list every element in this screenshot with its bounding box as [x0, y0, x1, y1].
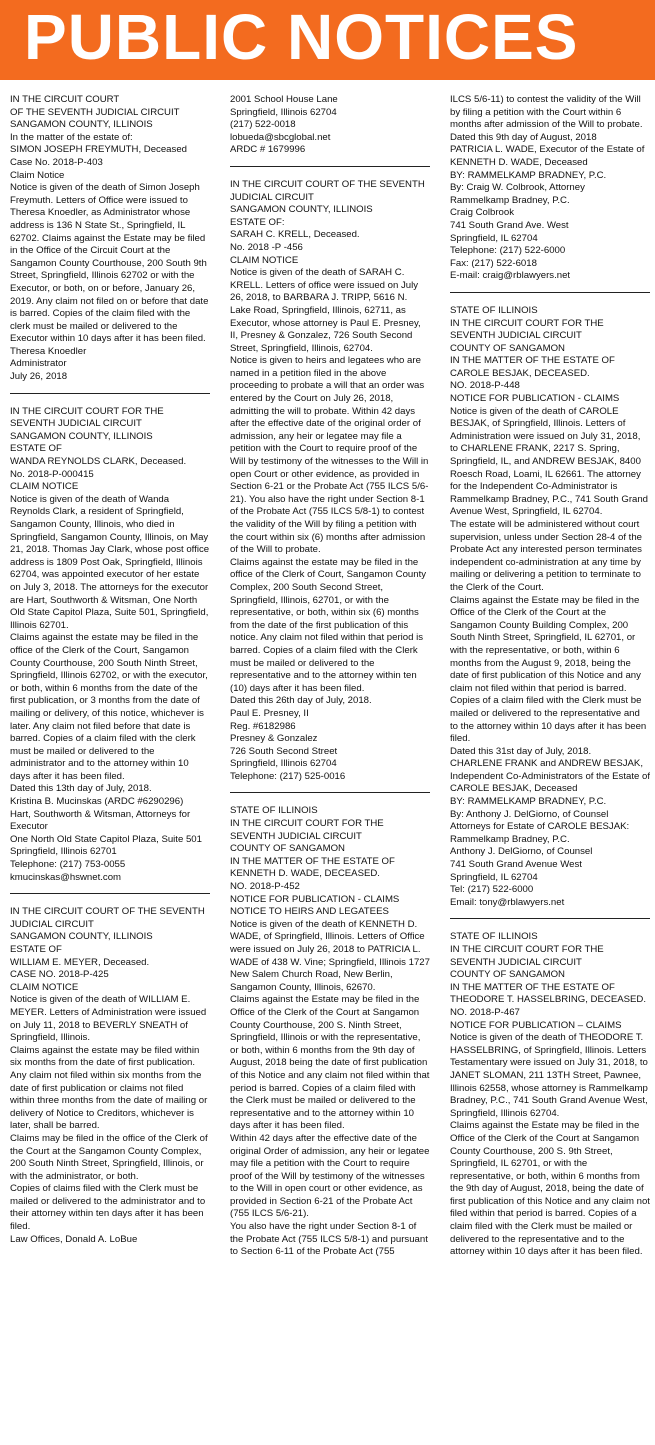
notice-line: kmucinskas@hswnet.com — [10, 871, 122, 883]
notice-line: Email: tony@rblawyers.net — [450, 896, 565, 908]
notice-line: IN THE CIRCUIT COURT FOR THE SEVENTH JUDICIAL CIRCUIT — [10, 405, 164, 430]
notice-line: Within 42 days after the effective date of the original Order of admission, any heir or legatee may file a petition with the Court to require proof of the Will by testimony of the witnesses to the Will in open court or other evidence, as provided in Section 6-21 of the Probate Act (755 ILCS 5/6-21). — [230, 1132, 430, 1220]
notice-divider — [10, 893, 210, 894]
notice-line: Administrator — [10, 358, 67, 370]
notice-line: Paul E. Presney, II — [230, 707, 309, 719]
notice-line: Law Offices, Donald A. LoBue — [10, 1233, 138, 1245]
notice-line: PATRICIA L. WADE, Executor of the Estate of KENNETH D. WADE, Deceased — [450, 144, 645, 168]
notice-line: Telephone: (217) 522-6000 — [450, 245, 566, 257]
notice-line: BY: RAMMELKAMP BRADNEY, P.C. — [450, 169, 607, 181]
notice-line: Springfield, Illinois 62701 — [10, 846, 117, 858]
notice-line: One North Old State Capitol Plaza, Suite 501 — [10, 833, 202, 845]
notice-line: ESTATE OF — [10, 944, 62, 955]
notice-line: NO. 2018-P-467 — [450, 1006, 520, 1018]
notice-line: Notice is given of the death of KENNETH D. WADE, of Springfield, Illinois. Letters of Office were issued on July 26, 2018 to PATRICIA L. WADE of 438 W. Vine; Springfield, Illinois 1727 New Salem Church Road, New Berlin, Sangamon County, Illinois, 62670. — [230, 918, 430, 993]
notice-line: IN THE CIRCUIT COURT — [10, 94, 120, 105]
notice-line: E-mail: craig@rblawyers.net — [450, 270, 571, 282]
notice-line: OF THE SEVENTH JUDICIAL CIRCUIT — [10, 106, 180, 118]
notice-line: Springfield, IL 62704 — [450, 871, 538, 883]
notice-line: IN THE CIRCUIT COURT FOR THE SEVENTH JUDICIAL CIRCUIT — [450, 944, 604, 968]
notice-line: July 26, 2018 — [10, 371, 68, 383]
notice-line: Springfield, Illinois 62704 — [230, 106, 337, 118]
notice-line: Fax: (217) 522-6018 — [450, 257, 537, 269]
notice-line: COUNTY OF SANGAMON — [230, 843, 345, 855]
notice-line: Claims against the Estate may be filed in the Office of the Clerk of the Court at the Sangamon County Building Complex, 200 South Ninth Street, Springfield, IL 62701, or with the representative, or both, within 6 months from the August 9, 2018, being the date of first publication of this Notice and any claim not filed within that period is barred. — [450, 594, 641, 694]
notice-line: Tel: (217) 522-6000 — [450, 884, 534, 896]
notice-divider — [450, 918, 650, 919]
notice-line: Dated this 31st day of July, 2018. — [450, 745, 592, 757]
notice-line: 2001 School House Lane — [230, 94, 338, 105]
notice-line: Claims against the estate may be filed within six months from the date of first publication. Any claim not filed within six months from the date of first publication or claims not filed within three months from the date of mailing or delivery of Notice to Creditors, whichever is later, shall be barred. — [10, 1044, 208, 1132]
notice-block — [230, 805, 430, 1258]
notice-divider — [10, 393, 210, 394]
notice-line: The estate will be administered without court supervision, unless under Section 28-4 of the Probate Act any interested person terminates independent co-administration at any time by mailing or delivering a petition to terminate to the Clerk of the Court. — [450, 519, 642, 593]
notice-line: No. 2018 -P -456 — [230, 241, 303, 253]
notice-block — [230, 94, 430, 157]
notice-line: Presney & Gonzalez — [230, 733, 318, 745]
notice-line: CLAIM NOTICE — [230, 254, 299, 266]
notice-line: NOTICE FOR PUBLICATION - CLAIMS — [450, 393, 620, 405]
notice-line: Claim Notice — [10, 169, 65, 181]
notice-line: STATE OF ILLINOIS — [450, 931, 538, 943]
notice-line: ARDC # 1679996 — [230, 144, 306, 156]
notice-line: WILLIAM E. MEYER, Deceased. — [10, 956, 150, 968]
notice-line: ESTATE OF: — [230, 216, 285, 228]
notice-line: IN THE CIRCUIT COURT OF THE SEVENTH JUDICIAL CIRCUIT — [230, 178, 425, 203]
page-title: PUBLIC NOTICES — [24, 1, 579, 73]
notice-line: NOTICE FOR PUBLICATION – CLAIMS — [450, 1019, 622, 1031]
notice-line: lobueda@sbcglobal.net — [230, 131, 331, 143]
notice-line: (217) 522-0018 — [230, 119, 296, 131]
notice-line: Rammelkamp Bradney, P.C. — [450, 833, 570, 845]
notice-line: IN THE MATTER OF THE ESTATE OF — [450, 981, 615, 993]
notice-line: 741 South Grand Ave. West — [450, 219, 569, 231]
notice-line: Notice is given of the death of Simon Joseph Freymuth. Letters of Office were issued to Theresa Knoedler, as Administrator whose address is 136 N State St., Springfield, IL 62702. Claims against the Estate may be filed in the Office of the Circuit Court at the Sangamon County Courthouse, 200 South 9th Street, Springfield, Illinois 62702 or with the Executor, or both, on or before, January 26, 2019. Any claim not filed on or before that date is barred. Copies of the claim filed with the clerk must be mailed or delivered to the Executor within 10 days after it has been filed. — [10, 182, 209, 345]
notice-line: Claims may be filed in the office of the Clerk of the Court at the Sangamon County Complex, 200 South Ninth Street, Springfield, Illinois, or with the administrator, or both. — [10, 1132, 208, 1182]
notice-line: Copies of a claim filed with the Clerk must be mailed or delivered to the representative and to the attorney within 10 days after it has been filed. — [450, 695, 647, 745]
notice-block — [10, 906, 210, 1246]
notice-divider — [450, 292, 650, 293]
notice-line: Notice is given of the death of SARAH C. KRELL. Letters of office were issued on July 26, 2018, to BARBARA J. TRIPP, 5616 N. Lake Road, Springfield, Illinois, 62711, as Executor, whose attorney is Paul E. Presney, II, Presney & Gonzalez, 726 South Second Street, Springfield, Illinois, 62704. — [230, 267, 421, 354]
notice-line: CAROLE BESJAK, DECEASED. — [450, 367, 590, 379]
notice-line: STATE OF ILLINOIS — [450, 304, 538, 316]
notice-line: Dated this 9th day of August, 2018 — [450, 131, 597, 143]
notice-divider — [230, 166, 430, 167]
notice-block — [450, 305, 650, 910]
notice-line: CHARLENE FRANK and ANDREW BESJAK, Independent Co-Administrators of the Estate of CAROLE BESJAK, Deceased — [450, 758, 650, 795]
notice-line: COUNTY OF SANGAMON — [450, 342, 565, 354]
notice-line: Springfield, IL 62704 — [450, 232, 538, 244]
notice-line: No. 2018-P-000415 — [10, 468, 94, 480]
notice-line: IN THE CIRCUIT COURT FOR THE SEVENTH JUDICIAL CIRCUIT — [450, 317, 604, 342]
notice-divider — [230, 792, 430, 793]
notice-line: NO. 2018-P-448 — [450, 380, 520, 392]
notice-block — [230, 179, 430, 784]
notice-line: Notice is given of the death of CAROLE BESJAK, of Springfield, Illinois. Letters of Administration were issued on July 31, 2018, to CHARLENE FRANK, 2217 S. Spring, Springfield, IL, and ANDREW BESJAK, 8400 Roesch Road, Loami, IL 62661. The attorney for the Independent Co-Administrator is Rammelkamp Bradney, P.C., 741 South Grand Avenue West, Springfield, IL 62704. — [450, 405, 649, 518]
notice-line: IN THE MATTER OF THE ESTATE OF — [450, 355, 615, 367]
notice-line: IN THE MATTER OF THE ESTATE OF — [230, 855, 395, 867]
column-2 — [230, 94, 430, 1442]
notice-line: Claims against the estate may be filed in the office of the Clerk of Court, Sangamon County Complex, 200 South Second Street, Springfield, Illinois, 62701, or with the representative, or both, within six (6) months from the date of the first publication of this notice. Any claim not filed within that period is barred. Copies of a claim filed with the Clerk must be mailed or delivered to the representative and to the attorney within ten (10) days after it has been filed. — [230, 556, 427, 694]
notice-line: By: Craig W. Colbrook, Attorney — [450, 182, 585, 194]
header-banner — [0, 0, 655, 80]
notice-line: Telephone: (217) 753-0055 — [10, 859, 126, 871]
notice-line: CLAIM NOTICE — [10, 981, 79, 993]
notice-line: NOTICE TO HEIRS AND LEGATEES — [230, 906, 389, 918]
notice-line: Dated this 26th day of July, 2018. — [230, 695, 372, 707]
notice-block — [10, 406, 210, 885]
notice-line: Springfield, Illinois 62704 — [230, 758, 337, 770]
notice-line: You also have the right under Section 8-1 of the Probate Act (755 ILCS 5/8-1) and pursuant to Section 6-11 of the Probate Act (755 — [230, 1221, 428, 1258]
notice-line: THEODORE T. HASSELBRING, DECEASED. — [450, 994, 647, 1006]
notice-line: Anthony J. DelGiorno, of Counsel — [450, 846, 593, 858]
notice-line: By: Anthony J. DelGiorno, of Counsel — [450, 808, 609, 820]
notice-line: Copies of claims filed with the Clerk must be mailed or delivered to the administrator and to their attorney within ten days after it has been filed. — [10, 1183, 206, 1233]
notice-line: Claims against the Estate may be filed in the Office of the Clerk of the Court at Sangamon County Courthouse, 200 S. 9th Street, Springfield, IL 62701, or with the representative, or both, within 6 months from the 9th day of August, 2018, being the date of first publication of this Notice and any claim not filed within that period is barred. Copies of a claim filed with the Clerk must be mailed or delivered to the representative and to the attorney within 10 days after it has been filed. — [450, 1120, 650, 1258]
notice-line: 741 South Grand Avenue West — [450, 859, 582, 871]
notice-line: Notice is given of the death of Wanda Reynolds Clark, a resident of Springfield, Sangamon County, Illinois, who died in Springfield, Sangamon County, Illinois, on May 21, 2018. Thomas Jay Clark, whose post office address is 1809 Post Oak, Springfield, Illinois 62704, was appointed executor of her estate on July 3, 2018. The attorneys for the executor are Hart, Southworth & Witsman, One North Old State Capitol Plaza, Suite 501, Springfield, Illinois 62701. — [10, 493, 210, 631]
notice-block — [10, 94, 210, 384]
notice-line: NO. 2018-P-452 — [230, 881, 300, 893]
notice-line: Craig Colbrook — [450, 207, 514, 219]
notice-line: Notice is given to heirs and legatees who are named in a petition filed in the above proceeding to probate a will that an order was entered by the Court on July 26, 2018, admitting the will to probate. Within 42 days after the effective date of the original order of admission, any heir or legatee may file a petition with the Court to require proof of the Will by testimony of the witnesses to the Will in open Court or other evidence, as provided in Section 6-21 or the Probate Act (755 ILCS 5/6-21). You also have the right under Section 8-1 of the Probate Act (755 ILCS 5/8-1) to contest the validity of the Will by filing a petition with the court within six (6) months after admission of the Will to probate. — [230, 355, 429, 556]
notice-line: KENNETH D. WADE, DECEASED. — [230, 868, 380, 880]
notice-line: Notice is given of the death of THEODORE T. HASSELBRING, of Springfield, Illinois. Letters Testamentary were issued on July 31, 2018, to JANET SLOMAN, 211 13TH Street, Pawnee, Illinois 62558, whose attorney is Rammelkamp Bradney, P.C., 741 South Grand Avenue West, Springfield, Illinois 62704. — [450, 1032, 648, 1119]
notice-line: WANDA REYNOLDS CLARK, Deceased. — [10, 456, 187, 468]
notice-block — [450, 94, 650, 283]
notice-line: Theresa Knoedler — [10, 345, 87, 357]
notice-line: Claims against the estate may be filed in the office of the Clerk of the Court, Sangamon County Courthouse, 200 South Ninth Street, Springfield, Illinois 62702, or with the executor, or both, within 6 months from the date of the first publication, or 3 months from the date of mailing or delivery, of this notice, whichever is later. Any claim not filed before that date is barred. Copies of a claim filed with the clerk must be mailed or delivered to the administrator and to the attorney within 10 days after it has been filed. — [10, 632, 208, 782]
notice-line: IN THE CIRCUIT COURT FOR THE SEVENTH JUDICIAL CIRCUIT — [230, 818, 384, 842]
notice-line: Attorneys for Estate of CAROLE BESJAK: — [450, 821, 630, 833]
notice-line: COUNTY OF SANGAMON — [450, 969, 565, 981]
notice-line: SANGAMON COUNTY, ILLINOIS — [10, 430, 153, 442]
notice-line: Claims against the Estate may be filed in the Office of the Clerk of the Court at Sangamon County Courthouse, 200 S. Ninth Street, Springfield, Illinois or with the representative, or both, within 6 months from the 9th day of August, 2018 being the date of first publication of this Notice and any claim not filed within that period is barred. Copies of a claim filed with the Clerk must be mailed or delivered to the representative and to the attorney within 10 days after it has been filed. — [230, 994, 430, 1132]
column-1 — [10, 94, 210, 1442]
notice-line: Hart, Southworth & Witsman, Attorneys for Executor — [10, 808, 191, 833]
notice-line: Reg. #6182986 — [230, 720, 296, 732]
notice-line: ILCS 5/6-11) to contest the validity of the Will by filing a petition with the Court within 6 months after admission of the Will to probate. — [450, 94, 643, 131]
notice-line: BY: RAMMELKAMP BRADNEY, P.C. — [450, 796, 607, 808]
notice-line: ESTATE OF — [10, 443, 62, 455]
notice-line: CLAIM NOTICE — [10, 481, 79, 493]
notice-block — [450, 931, 650, 1258]
notice-line: STATE OF ILLINOIS — [230, 805, 318, 817]
notice-line: Kristina B. Mucinskas (ARDC #6290296) — [10, 796, 184, 808]
notice-line: SIMON JOSEPH FREYMUTH, Deceased — [10, 144, 187, 156]
notice-line: In the matter of the estate of: — [10, 131, 133, 143]
notice-line: SANGAMON COUNTY, ILLINOIS — [230, 204, 373, 216]
notice-line: SANGAMON COUNTY, ILLINOIS — [10, 931, 153, 943]
notice-line: Case No. 2018-P-403 — [10, 156, 103, 168]
notice-line: SARAH C. KRELL, Deceased. — [230, 229, 360, 241]
notice-line: Telephone: (217) 525-0016 — [230, 770, 346, 782]
notice-line: Notice is given of the death of WILLIAM E. MEYER. Letters of Administration were issued on July 11, 2018 to BEVERLY SNEATH of Springfield, Illinois. — [10, 994, 207, 1044]
notice-line: CASE NO. 2018-P-425 — [10, 969, 109, 981]
notice-line: Dated this 13th day of July, 2018. — [10, 783, 152, 795]
notice-line: IN THE CIRCUIT COURT OF THE SEVENTH JUDICIAL CIRCUIT — [10, 906, 205, 930]
notice-line: SANGAMON COUNTY, ILLINOIS — [10, 119, 153, 131]
column-3 — [450, 94, 650, 1442]
notice-line: 726 South Second Street — [230, 745, 338, 757]
notice-line: NOTICE FOR PUBLICATION - CLAIMS — [230, 893, 400, 905]
notice-line: Rammelkamp Bradney, P.C. — [450, 194, 570, 206]
